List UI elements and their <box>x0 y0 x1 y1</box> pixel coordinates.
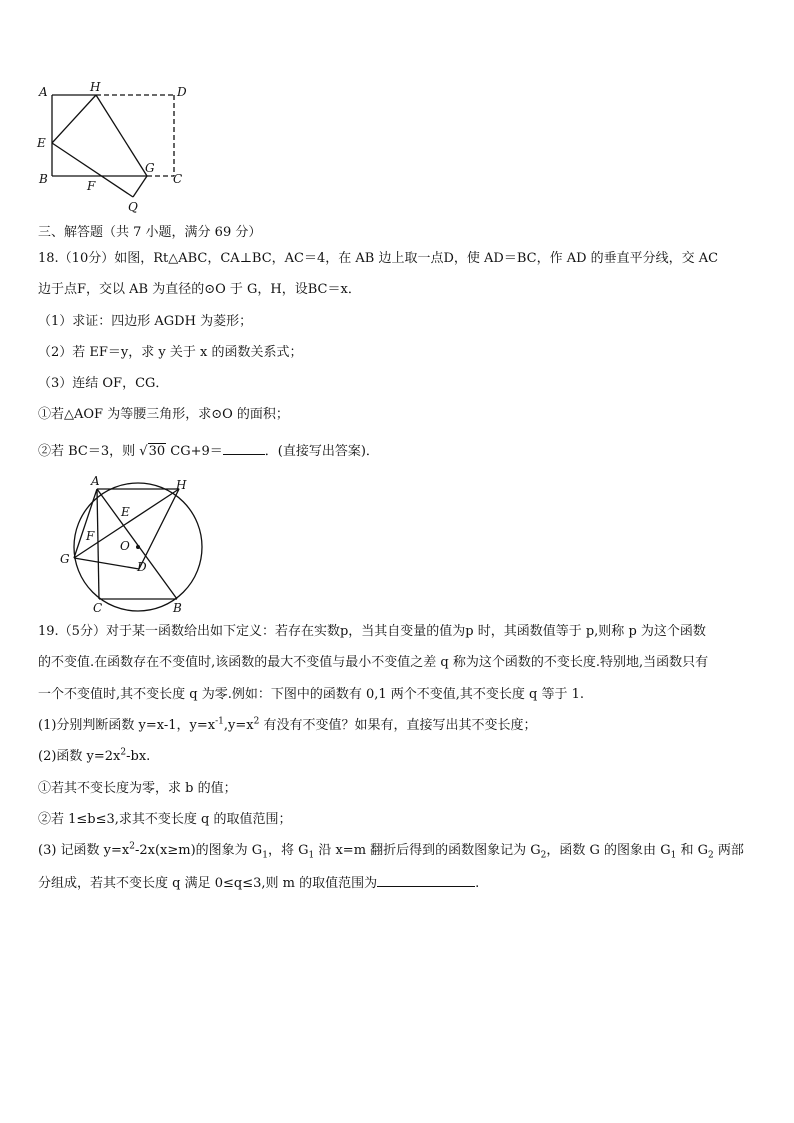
segment-HD <box>139 489 179 569</box>
point-label-Q: Q <box>128 200 138 214</box>
point-label-D: D <box>137 560 147 574</box>
q19-p3-sub3: 2 <box>540 850 547 861</box>
q19-p3-text-g: 两部 <box>713 843 744 858</box>
point-label-G: G <box>60 552 70 566</box>
q19-part3 <box>38 842 744 860</box>
point-label-H: H <box>176 478 187 492</box>
segment-AC <box>97 489 99 599</box>
q19-part1 <box>38 717 536 735</box>
point-label-E: E <box>37 136 46 150</box>
point-label-C: C <box>93 601 103 615</box>
sqrt-expression: √30 <box>139 444 166 459</box>
q18-part1: （1）求证：四边形 AGDH 为菱形； <box>38 314 253 329</box>
q19-p3-text-e: ，函数 G 的图象由 G <box>546 843 671 858</box>
q19-p3-sub2: 1 <box>308 850 315 861</box>
point-label-D: D <box>177 85 187 99</box>
q18-part2: （2）若 EF＝y，求 y 关于 x 的函数关系式； <box>38 345 303 360</box>
point-label-A: A <box>39 85 48 99</box>
figure-rectangle-fold <box>34 80 194 215</box>
q19-p1-text-b: ,y=x <box>223 718 254 733</box>
point-label-F: F <box>87 179 96 193</box>
q19-p3-text-c: ，将 G <box>267 843 309 858</box>
point-label-E: E <box>121 505 130 519</box>
q19-p3-line2-text: 分组成，若其不变长度 q 满足 0≤q≤3,则 m 的取值范围为 <box>38 876 378 891</box>
answer-blank <box>223 442 265 455</box>
sqrt-radicand: 30 <box>148 444 166 459</box>
q19-part2-sub1: ①若其不变长度为零，求 b 的值； <box>38 781 237 796</box>
point-label-B: B <box>173 601 182 615</box>
q18-sub2-text-c: ．(直接写出答案)． <box>264 444 379 459</box>
q19-p2-text-b: -bx. <box>126 749 151 764</box>
q19-p3-text-f: 和 G <box>676 843 708 858</box>
q19-line2: 的不变值.在函数存在不变值时,该函数的最大不变值与最小不变值之差 q 称为这个函数的不变长度.特别地,当函数只有 <box>38 655 709 670</box>
section-title: 三、解答题（共 7 小题，满分 69 分） <box>38 225 262 240</box>
q19-p3-sub5: 2 <box>707 850 714 861</box>
q19-p3-sub4: 1 <box>670 850 677 861</box>
q18-sub2 <box>38 442 379 461</box>
q19-line1: 19.（5分）对于某一函数给出如下定义：若存在实数p，当其自变量的值为p 时，其函数值等于 p,则称 p 为这个函数 <box>38 624 706 639</box>
segment-HG <box>96 95 147 176</box>
point-label-C: C <box>173 172 183 186</box>
answer-blank <box>377 874 475 887</box>
segment-AB <box>97 489 177 599</box>
point-label-F: F <box>86 529 95 543</box>
segment-GD <box>74 558 139 569</box>
q19-p1-text-a: (1)分别判断函数 y=x-1，y=x <box>38 718 216 733</box>
q19-p1-text-c: 有没有不变值？如果有，直接写出其不变长度； <box>259 718 537 733</box>
segment-AG <box>74 489 97 558</box>
center-point-O <box>136 545 140 549</box>
q19-part2-sub2: ②若 1≤b≤3,求其不变长度 q 的取值范围； <box>38 812 292 827</box>
segment-EH <box>52 95 96 143</box>
q19-p3-exp: 2 <box>129 841 135 852</box>
q19-p1-exp1: -1 <box>215 716 224 727</box>
q19-line3: 一个不变值时,其不变长度 q 为零.例如：下图中的函数有 0,1 两个不变值,其不变长度 q 等于 1. <box>38 687 585 702</box>
q18-line1: 18.（10分）如图，Rt△ABC，CA⊥BC，AC＝4，在 AB 边上取一点D，使 AD＝BC，作 AD 的垂直平分线，交 AC <box>38 251 719 266</box>
q19-p3-end: . <box>475 876 480 891</box>
q19-p3-text-a: (3) 记函数 y=x <box>38 843 130 858</box>
point-label-G: G <box>145 161 155 175</box>
q19-p3-text-b: -2x(x≥m)的图象为 G <box>134 843 263 858</box>
point-label-B: B <box>39 172 48 186</box>
q19-part2 <box>38 748 150 766</box>
q19-p2-exp: 2 <box>120 747 127 758</box>
q19-p1-exp2: 2 <box>253 716 260 727</box>
q18-sub2-text-a: ②若 BC＝3，则 <box>38 444 136 459</box>
q18-part3: （3）连结 OF，CG． <box>38 376 169 391</box>
q18-sub2-text-b: CG+9＝ <box>170 444 223 459</box>
q19-p3-sub1: 1 <box>262 850 268 861</box>
q18-sub1: ①若△AOF 为等腰三角形，求⊙O 的面积； <box>38 407 289 422</box>
point-label-O: O <box>120 539 130 553</box>
point-label-H: H <box>90 80 101 94</box>
q19-p3-text-d: 沿 x=m 翻折后得到的函数图象记为 G <box>314 843 541 858</box>
point-label-A: A <box>91 474 100 488</box>
q19-p2-text-a: (2)函数 y=2x <box>38 749 121 764</box>
q18-line2: 边于点F，交以 AB 为直径的⊙O 于 G，H，设BC＝x． <box>38 282 361 297</box>
q19-part3-line2 <box>38 874 479 893</box>
figure-circle-rhombus <box>54 472 214 617</box>
segment-QG <box>133 176 147 197</box>
